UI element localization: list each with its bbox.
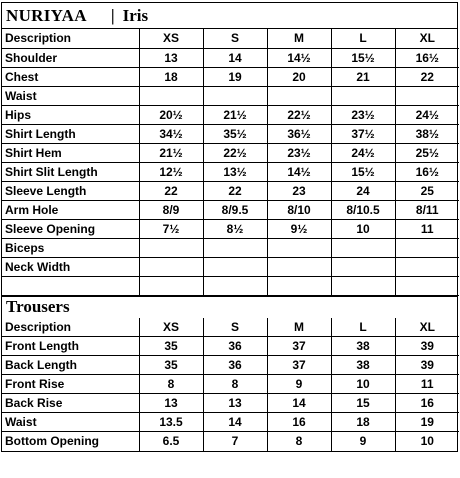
style-name: Iris bbox=[122, 5, 149, 25]
measurement-value: 18 bbox=[331, 413, 395, 432]
table-row bbox=[2, 143, 459, 162]
measurement-value bbox=[203, 238, 267, 257]
measurement-value bbox=[395, 276, 459, 295]
table-row bbox=[2, 432, 459, 451]
measurement-value: 21½ bbox=[139, 143, 203, 162]
table-row bbox=[2, 394, 459, 413]
column-header-size: XS bbox=[139, 318, 203, 337]
measurement-value: 16 bbox=[395, 394, 459, 413]
measurement-value: 36 bbox=[203, 356, 267, 375]
column-header-size: XL bbox=[395, 29, 459, 48]
measurement-value: 7½ bbox=[139, 219, 203, 238]
column-header-size: XL bbox=[395, 318, 459, 337]
measurement-value: 37½ bbox=[331, 124, 395, 143]
measurement-value bbox=[139, 86, 203, 105]
measurement-value bbox=[395, 257, 459, 276]
table-row bbox=[2, 413, 459, 432]
measurement-label: Sleeve Length bbox=[2, 181, 139, 200]
measurement-value: 34½ bbox=[139, 124, 203, 143]
measurement-value: 23 bbox=[267, 181, 331, 200]
column-header-size: M bbox=[267, 318, 331, 337]
measurement-value: 6.5 bbox=[139, 432, 203, 451]
measurement-value bbox=[203, 86, 267, 105]
measurement-value: 9½ bbox=[267, 219, 331, 238]
measurement-value: 13.5 bbox=[139, 413, 203, 432]
measurement-value: 22 bbox=[395, 67, 459, 86]
measurement-value: 10 bbox=[395, 432, 459, 451]
measurement-value: 37 bbox=[267, 337, 331, 356]
measurement-value bbox=[139, 238, 203, 257]
measurement-value: 8½ bbox=[203, 219, 267, 238]
trousers-size-table bbox=[2, 318, 459, 451]
measurement-value: 21 bbox=[331, 67, 395, 86]
measurement-value bbox=[267, 238, 331, 257]
measurement-value: 25½ bbox=[395, 143, 459, 162]
measurement-value bbox=[267, 86, 331, 105]
measurement-label: Back Rise bbox=[2, 394, 139, 413]
measurement-label: Shoulder bbox=[2, 48, 139, 67]
measurement-value: 16½ bbox=[395, 162, 459, 181]
table-header-row bbox=[2, 29, 459, 48]
measurement-value: 35 bbox=[139, 337, 203, 356]
table-row bbox=[2, 238, 459, 257]
table-row bbox=[2, 375, 459, 394]
measurement-value: 8/9.5 bbox=[203, 200, 267, 219]
table-row bbox=[2, 257, 459, 276]
measurement-value bbox=[395, 238, 459, 257]
measurement-value: 36 bbox=[203, 337, 267, 356]
measurement-value: 14½ bbox=[267, 48, 331, 67]
trousers-title: Trousers bbox=[6, 297, 70, 316]
measurement-label: Waist bbox=[2, 413, 139, 432]
measurement-value: 9 bbox=[267, 375, 331, 394]
measurement-value: 21½ bbox=[203, 105, 267, 124]
measurement-value: 8/9 bbox=[139, 200, 203, 219]
measurement-value: 16 bbox=[267, 413, 331, 432]
trousers-section-title bbox=[2, 296, 457, 318]
measurement-value bbox=[203, 257, 267, 276]
table-row bbox=[2, 162, 459, 181]
measurement-value: 24½ bbox=[331, 143, 395, 162]
measurement-label: Front Length bbox=[2, 337, 139, 356]
measurement-value: 14 bbox=[203, 48, 267, 67]
measurement-value bbox=[331, 238, 395, 257]
measurement-value: 25 bbox=[395, 181, 459, 200]
measurement-value bbox=[331, 276, 395, 295]
measurement-label: Front Rise bbox=[2, 375, 139, 394]
table-row bbox=[2, 105, 459, 124]
table-row bbox=[2, 86, 459, 105]
measurement-label: Shirt Slit Length bbox=[2, 162, 139, 181]
title-separator: | bbox=[110, 5, 115, 25]
shirt-size-table bbox=[2, 29, 459, 296]
measurement-value bbox=[331, 86, 395, 105]
measurement-value: 38½ bbox=[395, 124, 459, 143]
measurement-value: 8 bbox=[203, 375, 267, 394]
table-row bbox=[2, 276, 459, 295]
column-header-description: Description bbox=[2, 318, 139, 337]
measurement-value: 23½ bbox=[331, 105, 395, 124]
measurement-value: 13 bbox=[139, 48, 203, 67]
measurement-label: Back Length bbox=[2, 356, 139, 375]
measurement-value: 38 bbox=[331, 356, 395, 375]
measurement-value: 13 bbox=[203, 394, 267, 413]
measurement-value: 8/10 bbox=[267, 200, 331, 219]
table-row bbox=[2, 48, 459, 67]
column-header-size: S bbox=[203, 29, 267, 48]
measurement-label: Biceps bbox=[2, 238, 139, 257]
measurement-value: 24 bbox=[331, 181, 395, 200]
measurement-value: 22 bbox=[203, 181, 267, 200]
measurement-value: 15 bbox=[331, 394, 395, 413]
column-header-size: L bbox=[331, 29, 395, 48]
measurement-value: 8/11 bbox=[395, 200, 459, 219]
measurement-value: 10 bbox=[331, 375, 395, 394]
measurement-value bbox=[395, 86, 459, 105]
measurement-value: 39 bbox=[395, 337, 459, 356]
measurement-value: 14 bbox=[267, 394, 331, 413]
measurement-value: 8/10.5 bbox=[331, 200, 395, 219]
column-header-size: XS bbox=[139, 29, 203, 48]
column-header-size: L bbox=[331, 318, 395, 337]
table-row bbox=[2, 181, 459, 200]
measurement-value: 35 bbox=[139, 356, 203, 375]
measurement-value: 23½ bbox=[267, 143, 331, 162]
measurement-label: Neck Width bbox=[2, 257, 139, 276]
measurement-label: Shirt Length bbox=[2, 124, 139, 143]
measurement-value: 37 bbox=[267, 356, 331, 375]
measurement-label: Arm Hole bbox=[2, 200, 139, 219]
measurement-value: 16½ bbox=[395, 48, 459, 67]
measurement-value: 24½ bbox=[395, 105, 459, 124]
measurement-value: 13 bbox=[139, 394, 203, 413]
column-header-size: M bbox=[267, 29, 331, 48]
measurement-label: Waist bbox=[2, 86, 139, 105]
measurement-value bbox=[331, 257, 395, 276]
measurement-value: 22½ bbox=[267, 105, 331, 124]
measurement-value: 14 bbox=[203, 413, 267, 432]
measurement-value bbox=[139, 257, 203, 276]
brand-name: NURIYAA bbox=[6, 5, 87, 25]
measurement-value: 11 bbox=[395, 219, 459, 238]
measurement-value: 12½ bbox=[139, 162, 203, 181]
measurement-value: 8 bbox=[139, 375, 203, 394]
measurement-value bbox=[139, 276, 203, 295]
measurement-value: 13½ bbox=[203, 162, 267, 181]
measurement-value: 22 bbox=[139, 181, 203, 200]
measurement-value: 15½ bbox=[331, 48, 395, 67]
measurement-value: 38 bbox=[331, 337, 395, 356]
table-row bbox=[2, 124, 459, 143]
measurement-value bbox=[203, 276, 267, 295]
column-header-description: Description bbox=[2, 29, 139, 48]
column-header-size: S bbox=[203, 318, 267, 337]
measurement-value: 35½ bbox=[203, 124, 267, 143]
measurement-value: 20½ bbox=[139, 105, 203, 124]
measurement-label bbox=[2, 276, 139, 295]
measurement-label: Chest bbox=[2, 67, 139, 86]
table-row bbox=[2, 200, 459, 219]
measurement-value: 14½ bbox=[267, 162, 331, 181]
measurement-label: Shirt Hem bbox=[2, 143, 139, 162]
size-chart bbox=[1, 2, 458, 452]
measurement-value: 7 bbox=[203, 432, 267, 451]
table-row bbox=[2, 337, 459, 356]
measurement-value: 36½ bbox=[267, 124, 331, 143]
measurement-value: 15½ bbox=[331, 162, 395, 181]
table-row bbox=[2, 219, 459, 238]
measurement-value bbox=[267, 276, 331, 295]
measurement-label: Bottom Opening bbox=[2, 432, 139, 451]
measurement-value: 19 bbox=[395, 413, 459, 432]
measurement-value: 8 bbox=[267, 432, 331, 451]
measurement-label: Sleeve Opening bbox=[2, 219, 139, 238]
chart-header bbox=[2, 3, 457, 29]
measurement-value: 18 bbox=[139, 67, 203, 86]
measurement-value: 39 bbox=[395, 356, 459, 375]
measurement-value: 19 bbox=[203, 67, 267, 86]
measurement-value: 9 bbox=[331, 432, 395, 451]
table-row bbox=[2, 356, 459, 375]
measurement-value: 20 bbox=[267, 67, 331, 86]
measurement-value: 22½ bbox=[203, 143, 267, 162]
table-row bbox=[2, 67, 459, 86]
measurement-value bbox=[267, 257, 331, 276]
measurement-value: 11 bbox=[395, 375, 459, 394]
measurement-label: Hips bbox=[2, 105, 139, 124]
table-header-row bbox=[2, 318, 459, 337]
measurement-value: 10 bbox=[331, 219, 395, 238]
